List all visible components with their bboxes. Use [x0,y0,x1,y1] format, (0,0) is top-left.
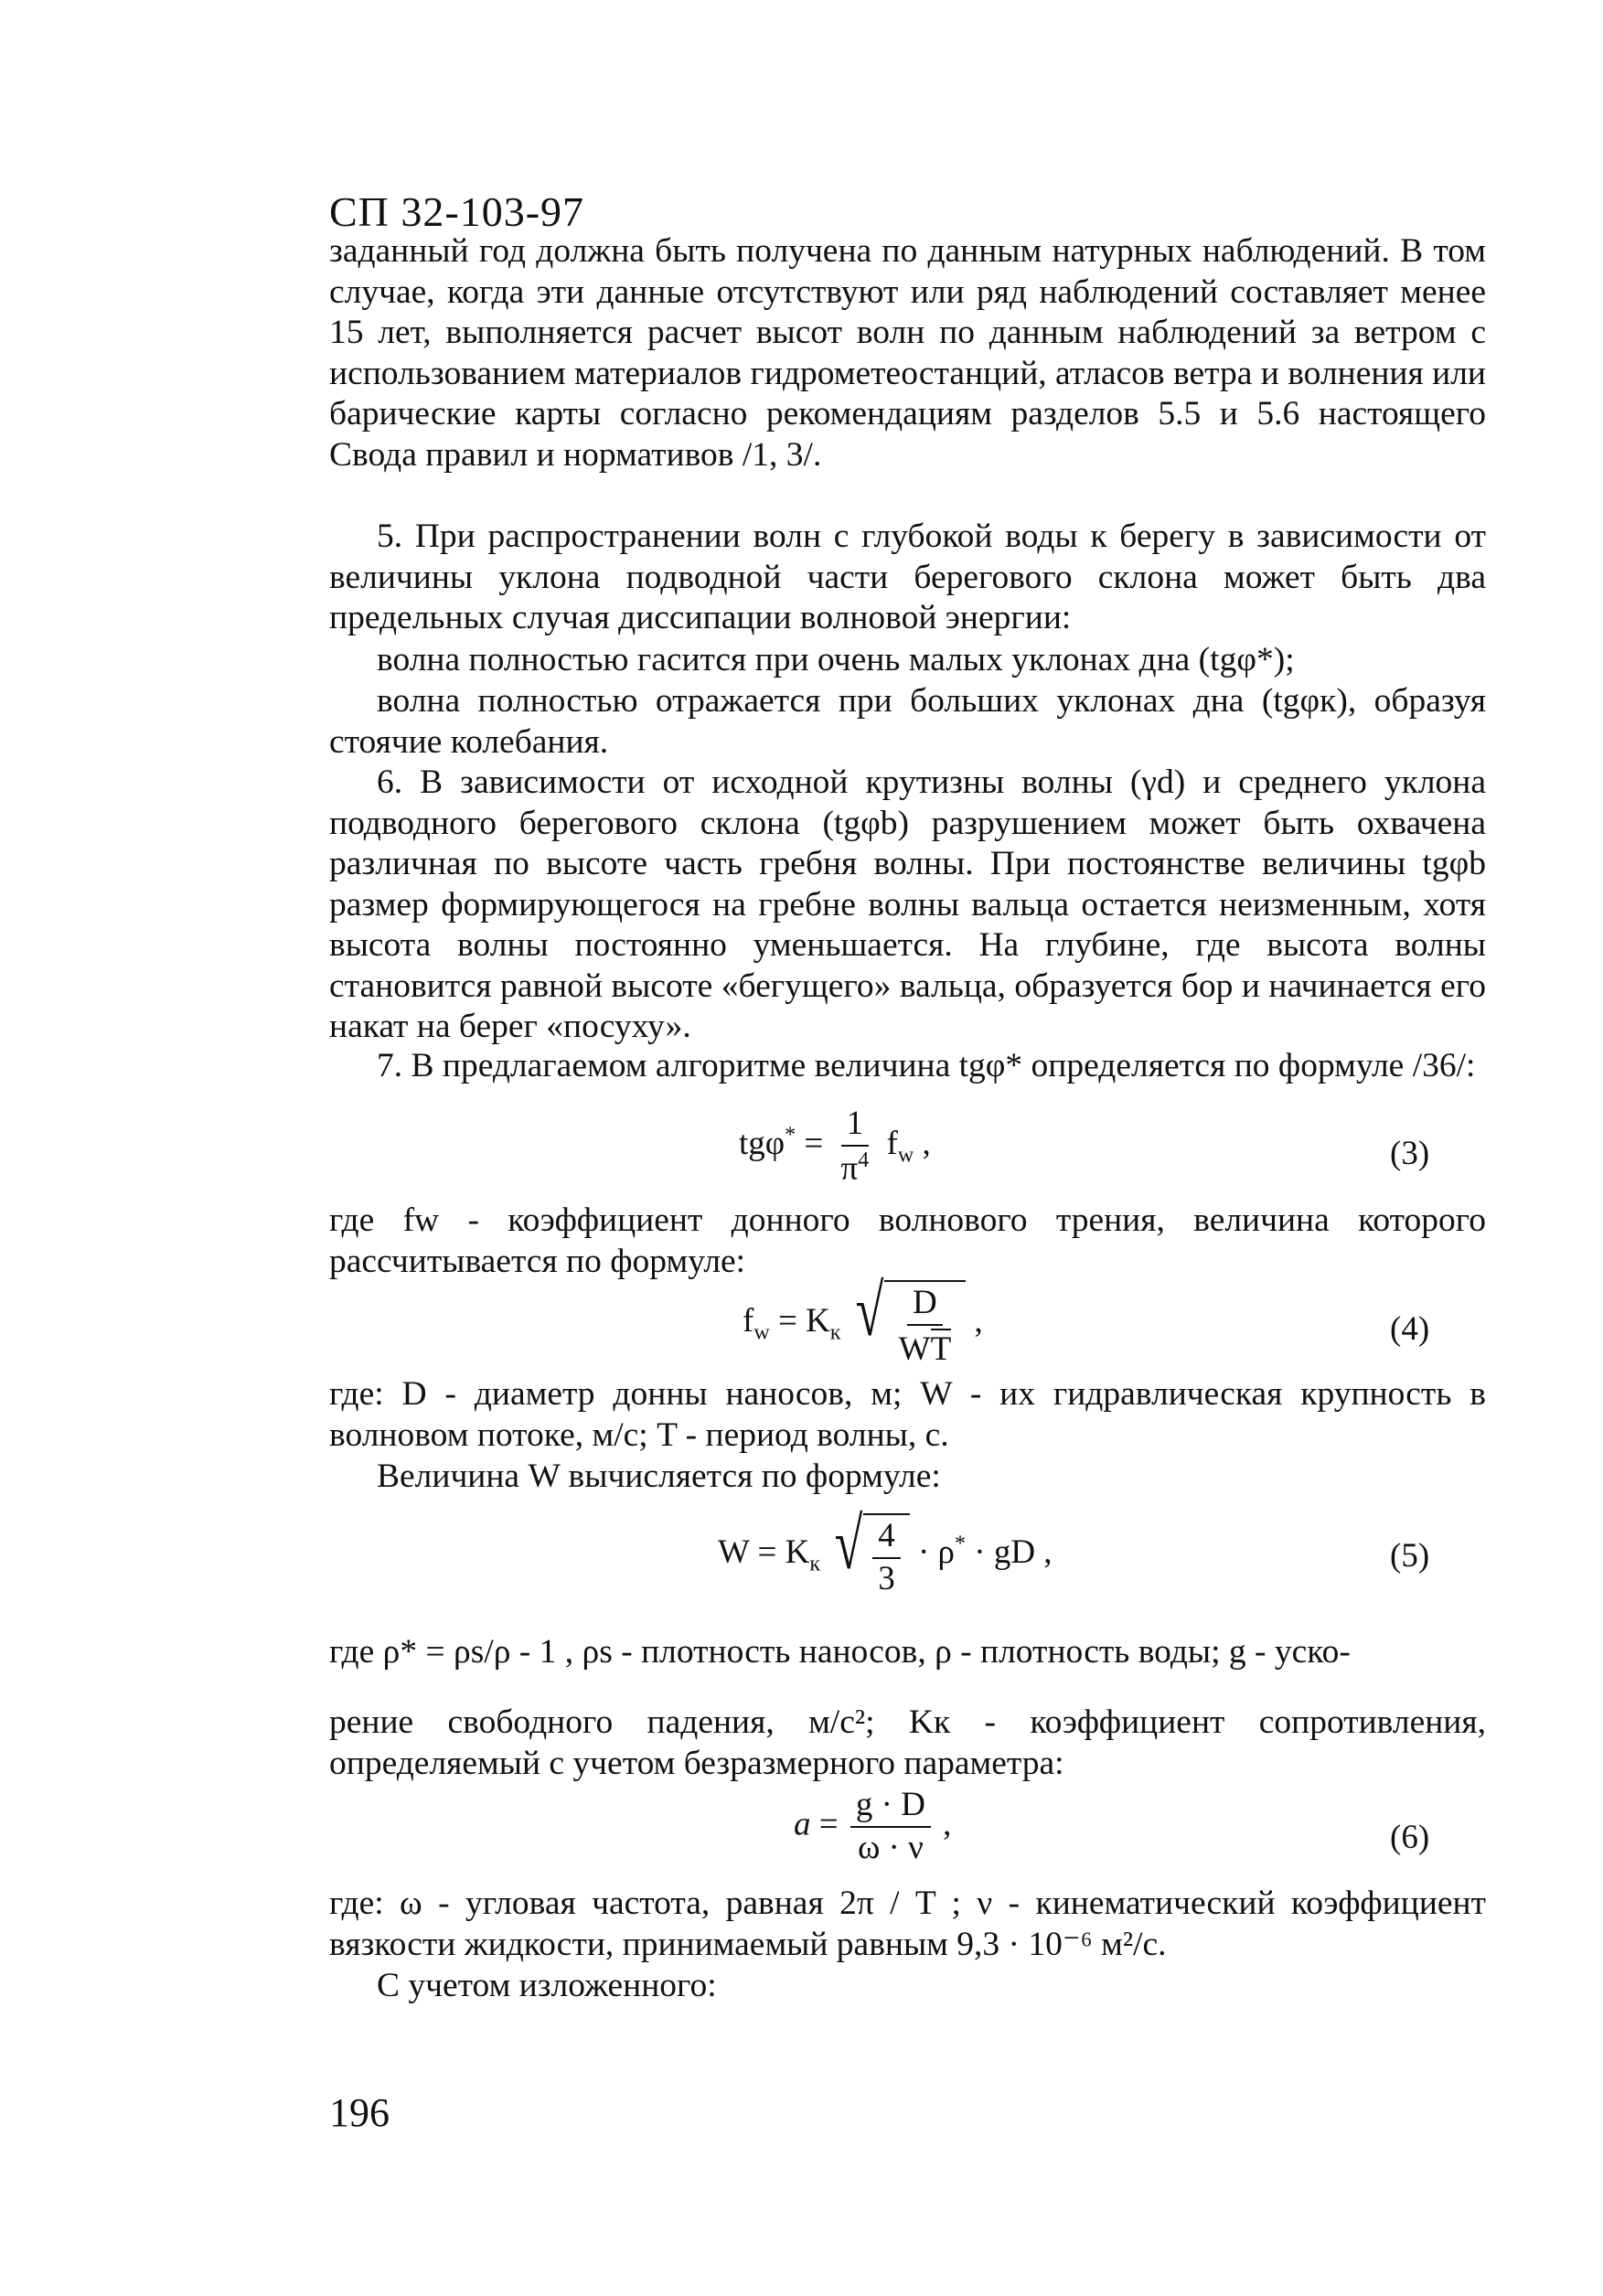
formula-3-rhs: $f_w$ , [886,1125,931,1168]
formula-3-lhs: tgφ* = [739,1124,824,1163]
paragraph-kk-definition: рение свободного падения, м/с²; Kк - коэффициент сопротивления, определяемый с учетом безразмерного параметра: [329,1703,1486,1782]
paragraph-wave-reflected: волна полностью отражается при больших уклонах дна (tgφк), образуя стоячие колебания. [329,682,1486,761]
paragraph-w-formula-intro: Величина W вычисляется по формуле: [377,1458,941,1495]
paragraph-omega-nu-definition: где: ω - угловая частота, равная 2π / T ; ν - кинематический коэффициент вязкости жидкости, принимаемый равным 9,3 · 10⁻⁶ м²/с. [329,1885,1486,1963]
paragraph-item-5: 5. При распространении волн с глубокой воды к берегу в зависимости от величины уклона подводной части берегового склона может быть два предельных случая диссипации волновой энергии: [329,518,1486,636]
formula-3-fraction: $\frac{1}{\pi^4}$ [840,1105,870,1188]
formula-3 [739,1106,931,1187]
formula-6-fraction: $\frac{g \cdot D}{\omega \cdot \nu}$ [850,1788,931,1866]
paragraph-fw-definition: где fw - коэффициент донного волнового трения, величина которого рассчитывается по формуле: [329,1201,1486,1280]
formula-6: a = $\frac{g \cdot D}{\omega \cdot \nu}$ , [794,1786,952,1866]
formula-4-sqrt: √ $\frac{D}{WT}$ [850,1280,966,1368]
paragraph-symbols-d-w-t: где: D - диаметр донны наносов, м; W - их гидравлическая крупность в волновом потоке, м/с; T - период волны, с. [329,1375,1486,1454]
document-code-header: СП 32-103-97 [329,188,585,235]
page-number: 196 [329,2090,390,2135]
equation-number-5: (5) [1390,1537,1430,1575]
formula-4: $f_w = K_к$ √ $\frac{D}{WT}$ , [743,1271,983,1368]
paragraph-wave-damped: волна полностью гасится при очень малых уклонах дна (tgφ*); [377,641,1295,678]
equation-number-4: (4) [1390,1310,1430,1348]
paragraph-item-7: 7. В предлагаемом алгоритме величина tgφ* определяется по формуле /36/: [377,1047,1476,1084]
formula-5-sqrt: √ $\frac{4}{3}$ [828,1513,909,1597]
equation-number-3: (3) [1390,1135,1430,1172]
paragraph-item-6: 6. В зависимости от исходной крутизны волны (γd) и среднего уклона подводного берегового склона (tgφb) разрушением может быть охвачена различная по высоте часть гребня волны. При постоянстве величины tgφb размер формирующегося на гребне волны вальца остается неизменным, хотя высота волны постоянно уменьшается. На глубине, где высота волны становится равной высоте «бегущего» вальца, образуется бор и начинается его накат на берег «посуху». [329,764,1486,1045]
equation-number-6: (6) [1390,1819,1430,1856]
formula-5: $W = K_к$ √ $\frac{4}{3}$ · ρ* · gD , [718,1504,1053,1597]
paragraph-continuation: заданный год должна быть получена по данным натурных наблюдений. В том случае, когда эти данные отсутствуют или ряд наблюдений составляет менее 15 лет, выполняется расчет высот волн по данным наблюдений за ветром с использованием материалов гидрометеостанций, атласов ветра и волнения или барические карты согласно рекомендациям разделов 5.5 и 5.6 настоящего Свода правил и нормативов /1, 3/. [329,232,1486,474]
paragraph-rho-definition: где ρ* = ρs/ρ - 1 , ρs - плотность наносов, ρ - плотность воды; g - уско- [329,1633,1351,1671]
paragraph-conclusion-intro: С учетом изложенного: [377,1967,717,2004]
